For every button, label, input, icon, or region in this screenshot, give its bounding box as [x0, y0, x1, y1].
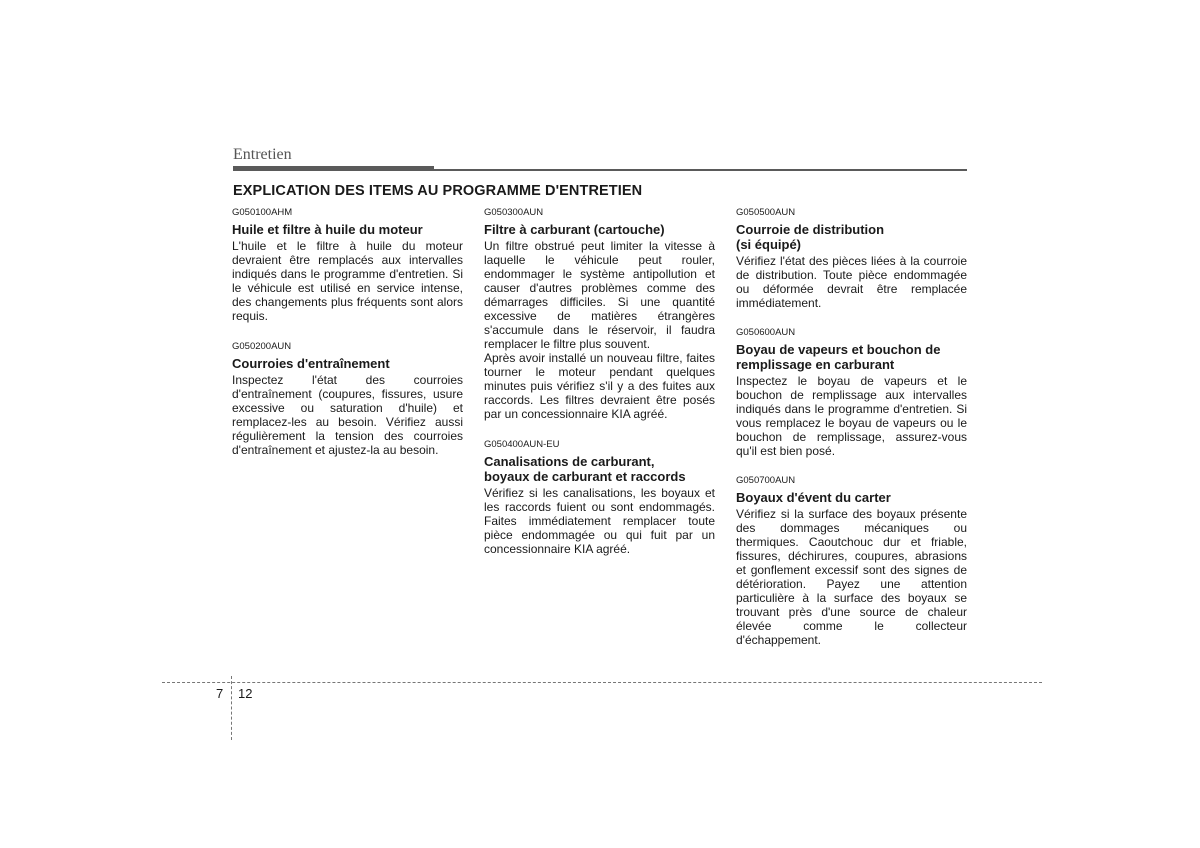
- section-header-title: Entretien: [233, 146, 292, 163]
- section-title: Courroies d'entraînement: [232, 356, 390, 371]
- section-title: Boyaux d'évent du carter: [736, 490, 891, 505]
- section-code: G050500AUN: [736, 207, 796, 218]
- section-title-line-2: (si équipé): [736, 237, 802, 252]
- section-fuel-filter: [484, 207, 715, 421]
- section-oil-filter: [232, 207, 463, 323]
- section-vapor-hose: [736, 327, 967, 458]
- section-body: Vérifiez si les canalisations, les boyaux et les raccords fuient ou sont endommagés. Faites immédiatement remplacer toute pièce endommagée ou qui fuit par un concessionnaire KIA agréé.: [484, 486, 715, 556]
- section-body: Un filtre obstrué peut limiter la vitesse à laquelle le véhicule peut rouler, endommager le système antipollution et causer d'autres problèmes comme des démarrages difficiles. Si une quantité excessive de matières étrangères s'accumule dans le réservoir, il faudra remplacer le filtre plus souvent.: [484, 239, 715, 351]
- section-title-line-2: remplissage en carburant: [736, 357, 895, 372]
- section-code: G050600AUN: [736, 327, 796, 338]
- page-heading: EXPLICATION DES ITEMS AU PROGRAMME D'ENTRETIEN: [233, 183, 643, 199]
- section-code: G050700AUN: [736, 475, 796, 486]
- chapter-number: 7: [216, 686, 224, 701]
- section-timing-belt: [736, 207, 967, 310]
- section-code: G050300AUN: [484, 207, 544, 218]
- footer-divider: [162, 682, 1042, 683]
- section-body-2: Après avoir installé un nouveau filtre, faites tourner le moteur pendant quelques minutes puis vérifiez s'il y a des fuites aux raccords. Les filtres devraient être posés par un concessionnaire KIA agréé.: [484, 351, 715, 421]
- section-crankcase-hoses: [736, 475, 967, 647]
- section-title-line-2: boyaux de carburant et raccords: [484, 469, 686, 484]
- section-code: G050100AHM: [232, 207, 293, 218]
- section-title: Filtre à carburant (cartouche): [484, 222, 665, 237]
- page-number: 12: [238, 686, 253, 701]
- section-code: G050200AUN: [232, 341, 292, 352]
- column-3: [736, 207, 967, 647]
- section-title: [484, 454, 715, 484]
- section-body: Inspectez l'état des courroies d'entraînement (coupures, fissures, usure excessive ou saturation d'huile) et remplacez-les au besoin. Vérifiez aussi régulièrement la tension des courroies d'entraînement et ajustez-la au besoin.: [232, 373, 463, 457]
- section-code: G050400AUN-EU: [484, 439, 560, 450]
- column-1: [232, 207, 463, 457]
- section-body: Vérifiez l'état des pièces liées à la courroie de distribution. Toute pièce endommagée ou déformée devrait être remplacée immédiatement.: [736, 254, 967, 310]
- section-title: [736, 342, 967, 372]
- section-title: [736, 222, 967, 252]
- header-bar-thin: [434, 169, 967, 171]
- section-body: L'huile et le filtre à huile du moteur devraient être remplacés aux intervalles indiqués dans le programme d'entretien. Si le véhicule est utilisé en service intense, des changements plus fréquents sont alors requis.: [232, 239, 463, 323]
- section-fuel-lines: [484, 439, 715, 556]
- column-2: [484, 207, 715, 556]
- section-title-line-1: Courroie de distribution: [736, 222, 885, 237]
- section-drive-belts: [232, 341, 463, 457]
- section-title-line-1: Canalisations de carburant,: [484, 454, 655, 469]
- header-bar-thick: [233, 166, 434, 171]
- footer-vertical-divider: [231, 676, 232, 740]
- section-body: Vérifiez si la surface des boyaux présente des dommages mécaniques ou thermiques. Caoutchouc dur et friable, fissures, déchirures, coupures, abrasions et gonflement excessif sont des signes de détérioration. Payez une attention particulière à la surface des boyaux se trouvant près d'une source de chaleur élevée comme le collecteur d'échappement.: [736, 507, 967, 647]
- section-title-line-1: Boyau de vapeurs et bouchon de: [736, 342, 941, 357]
- section-title: Huile et filtre à huile du moteur: [232, 222, 423, 237]
- section-body: Inspectez le boyau de vapeurs et le bouchon de remplissage aux intervalles indiqués dans le programme d'entretien. Si vous remplacez le boyau de vapeurs ou le bouchon de remplissage, assurez-vous qu'il est bien posé.: [736, 374, 967, 458]
